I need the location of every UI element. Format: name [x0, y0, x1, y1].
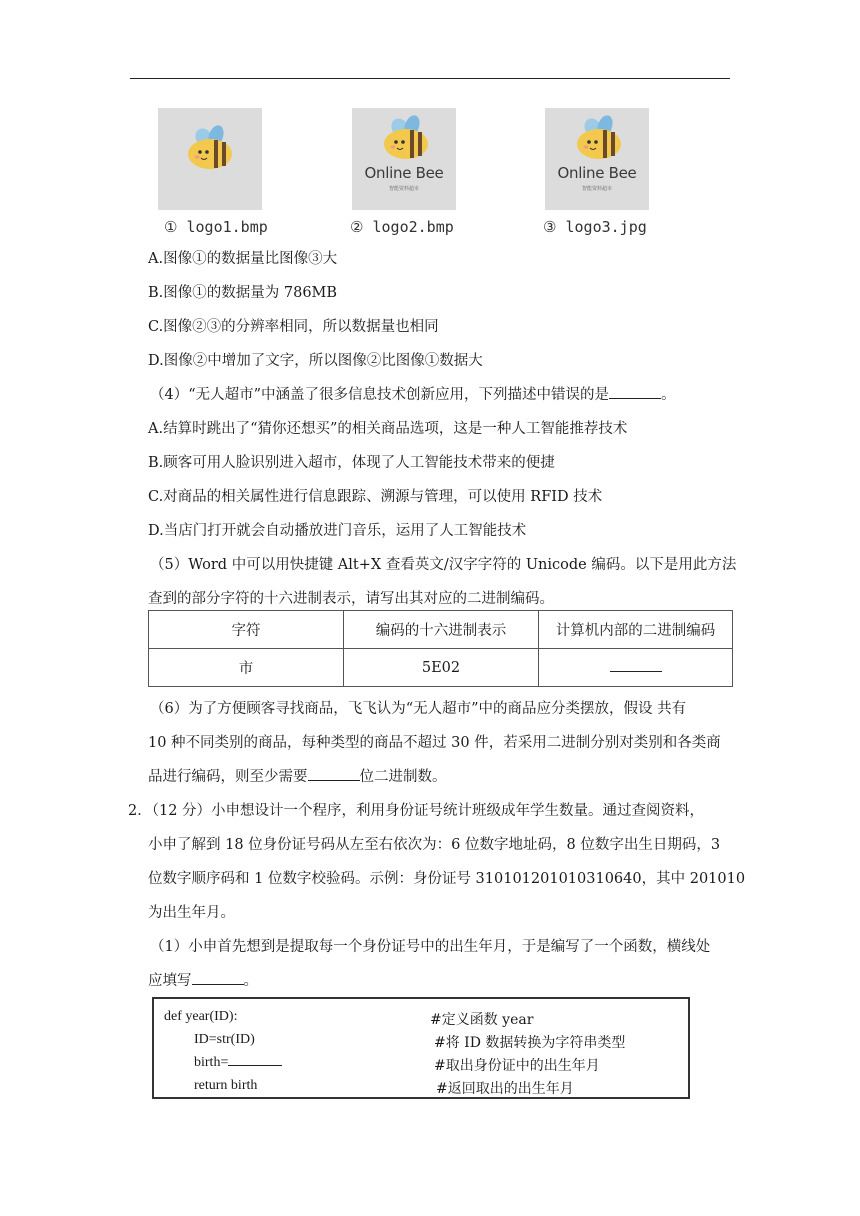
q4-option-d: D.当店门打开就会自动播放进门音乐，运用了人工智能技术 [148, 523, 527, 539]
logo3-image [545, 108, 649, 210]
q4-stem-text: （4）“无人超市”中涵盖了很多信息技术创新应用，下列描述中错误的是 [150, 387, 610, 403]
bee-icon [188, 123, 232, 169]
logo3-caption: ③ logo3.jpg [543, 218, 647, 236]
q6-line3 [148, 765, 447, 786]
code-line-birth-text: birth= [194, 1055, 229, 1070]
q2-line3: 位数字顺序码和 1 位数字校验码。示例：身份证号 310101201010310640，其中 201010 [148, 871, 746, 887]
q3-option-d: D.图像②中增加了文字，所以图像②比图像①数据大 [148, 353, 483, 369]
logo3-brand: Online Bee [557, 164, 637, 182]
q2-sub1-line2-text: 应填写 [148, 973, 192, 989]
bee-icon [577, 113, 621, 159]
table-cell-hex: 5E02 [344, 649, 539, 687]
q6-line3-end: 位二进制数。 [359, 769, 447, 785]
q6-line1: （6）为了方便顾客寻找商品，飞飞认为“无人超市”中的商品应分类摆放，假设 共有 [150, 701, 687, 717]
table-header-binary: 计算机内部的二进制编码 [539, 611, 733, 649]
logo1-caption: ① logo1.bmp [164, 218, 268, 236]
q3-option-a: A.图像①的数据量比图像③大 [148, 251, 338, 267]
q2-sub1-line2 [148, 969, 258, 990]
answer-blank[interactable] [228, 1064, 282, 1066]
q2-sub1-line1: （1）小申首先想到是提取每一个身份证号中的出生年月，于是编写了一个函数，横线处 [150, 939, 711, 955]
encoding-table [148, 610, 733, 687]
answer-blank[interactable] [609, 397, 661, 399]
q5-line1: （5）Word 中可以用快捷键 Alt+X 查看英文/汉字字符的 Unicode 编码。以下是用此方法 [150, 557, 737, 573]
logo2-image [352, 108, 456, 210]
q6-line3-text: 品进行编码，则至少需要 [148, 769, 308, 785]
q2-line2: 小申了解到 18 位身份证号码从左至右依次为：6 位数字地址码，8 位数字出生日期码，3 [148, 837, 721, 853]
q3-option-c: C.图像②③的分辨率相同，所以数据量也相同 [148, 319, 439, 335]
bee-icon [384, 113, 428, 159]
table-cell-binary[interactable] [539, 649, 733, 687]
answer-blank[interactable] [308, 779, 360, 781]
q2-sub1-line2-end: 。 [243, 973, 258, 989]
code-comment-birth: #取出身份证中的出生年月 [434, 1058, 600, 1074]
q4-option-c: C.对商品的相关属性进行信息跟踪、溯源与管理，可以使用 RFID 技术 [148, 489, 603, 505]
table-row [149, 649, 733, 687]
table-header-row [149, 611, 733, 649]
answer-blank[interactable] [192, 983, 244, 985]
logo3-brand-sub: 智能资料超市 [581, 186, 612, 192]
q2-line1: 2．（12 分）小申想设计一个程序，利用身份证号统计班级成年学生数量。通过查阅资料， [128, 803, 705, 819]
table-header-char: 字符 [149, 611, 344, 649]
code-line-str: ID=str(ID) [194, 1032, 255, 1047]
code-line-birth [194, 1055, 282, 1071]
answer-blank[interactable] [610, 670, 662, 672]
logo2-brand-sub: 智能资料超市 [388, 186, 419, 192]
q4-stem [150, 383, 676, 404]
logo2-caption: ② logo2.bmp [350, 218, 454, 236]
code-comment-str: #将 ID 数据转换为字符串类型 [434, 1035, 626, 1051]
code-comment-return: #返回取出的出生年月 [436, 1081, 574, 1097]
logo2-brand: Online Bee [364, 164, 444, 182]
logo1-image [158, 108, 262, 210]
code-line-return: return birth [194, 1078, 258, 1093]
q4-option-a: A.结算时跳出了“猜你还想买”的相关商品选项，这是一种人工智能推荐技术 [148, 421, 628, 437]
q4-stem-end: 。 [661, 387, 676, 403]
q2-line4: 为出生年月。 [148, 905, 235, 921]
q6-line2: 10 种不同类别的商品，每种类型的商品不超过 30 件，若采用二进制分别对类别和各类商 [148, 735, 721, 751]
q3-option-b: B.图像①的数据量为 786MB [148, 285, 338, 301]
header-rule [130, 78, 730, 79]
table-cell-char: 市 [149, 649, 344, 687]
q4-option-b: B.顾客可用人脸识别进入超市，体现了人工智能技术带来的便捷 [148, 455, 555, 471]
q5-line2: 查到的部分字符的十六进制表示，请写出其对应的二进制编码。 [148, 591, 554, 607]
table-header-hex: 编码的十六进制表示 [344, 611, 539, 649]
code-comment-def: #定义函数 year [430, 1012, 534, 1028]
code-line-def: def year(ID): [164, 1009, 238, 1024]
code-snippet [152, 997, 690, 1099]
